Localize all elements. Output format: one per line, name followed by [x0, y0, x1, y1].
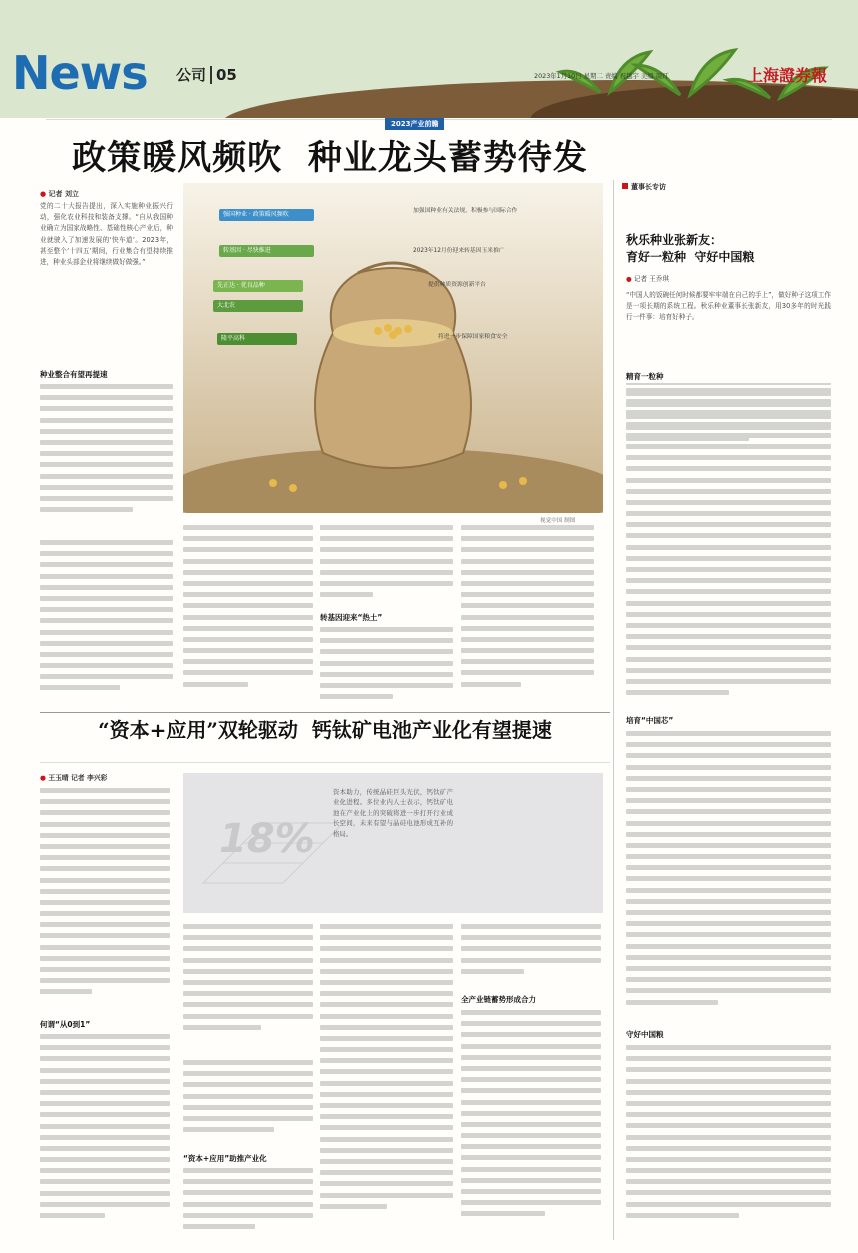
- article2-headline: “资本+应用”双轮驱动 钙钛矿电池产业化有望提速: [98, 718, 552, 742]
- article1-body-col1-lower: [40, 540, 173, 704]
- article1-byline-text: 记者 刘立: [48, 190, 79, 198]
- article2-body-col3: [320, 924, 453, 1240]
- section-name: 公司: [176, 66, 207, 84]
- article2-callout: 资本助力，传统晶硅巨头光伏，钙钛矿产业化进程。多位业内人士表示，钙钛矿电池在产业化上的突破将进一步打开行业成长空间，未来有望与晶硅电池形成互补的格局。: [333, 788, 453, 838]
- article1-subhead-1: 种业整合有望再提速: [40, 370, 108, 379]
- article2-subhead-2: “资本+应用”助推产业化: [183, 1154, 267, 1163]
- masthead-banner: [0, 0, 858, 118]
- kicker-text: 2023产业前瞻: [391, 120, 439, 128]
- column1-body-4: [626, 1045, 831, 1240]
- article1-body-col4: [461, 525, 594, 705]
- page-number: 05: [216, 66, 237, 84]
- section-word: News: [12, 46, 148, 100]
- info-label-9: 将进一步保障国家粮食安全: [438, 334, 508, 340]
- column-divider: [613, 180, 614, 1240]
- paper-logo: 上海證券報: [747, 66, 828, 85]
- article2-body-col2: [183, 924, 313, 1049]
- section-square-icon: [622, 183, 628, 189]
- info-label-4: 2023年12月份迎来转基因玉米推广: [413, 248, 505, 254]
- article1-subhead-2: 转基因迎来“热土”: [320, 613, 383, 622]
- article1-body-col2: [183, 525, 313, 705]
- article1-byline: [40, 189, 79, 199]
- column1-headline-1: 秋乐种业张新友：: [626, 233, 723, 247]
- article2-body-col4-top: [461, 924, 601, 992]
- article2-body-col1-bottom: [40, 1034, 170, 1239]
- big-number: 18%: [219, 816, 315, 862]
- column1-byline-text: 记者 王乔琪: [633, 275, 669, 283]
- article2-body-col2-c: [183, 1168, 313, 1240]
- article2-byline: [40, 773, 107, 783]
- article1-body-col3-top: [320, 525, 453, 605]
- article2-bottom-rule: [40, 762, 610, 763]
- info-label-5: 先正达 · 优良品种: [213, 280, 303, 292]
- column1-section-text: 董事长专访: [631, 183, 666, 191]
- article2-subhead-1: 何谓“从0到1”: [40, 1020, 91, 1029]
- info-label-7: 提供种质资源创新平台: [428, 282, 486, 288]
- column1-headline-2: 育好一粒种 守好中国粮: [626, 250, 755, 264]
- section-divider: [210, 66, 212, 84]
- article2-graphic: [183, 773, 603, 913]
- column1-subhead-2: 培育“中国芯”: [626, 716, 674, 725]
- seed-bag-illustration: [183, 183, 603, 513]
- info-label-8: 隆平高科: [217, 333, 297, 345]
- byline-dot-icon-2: ●: [626, 275, 632, 283]
- article1-body-col1: [40, 384, 173, 534]
- column1-body-3: [626, 731, 831, 1021]
- article1-kicker: [385, 118, 444, 130]
- info-label-1: 强国种业 · 政策暖风频吹: [219, 209, 314, 221]
- date-line: 2023年1月10日 星期二 责编 祝越宇 美编 周玎: [534, 72, 669, 80]
- column1-subhead-1: 精育一粒种: [626, 370, 831, 383]
- infographic: [183, 183, 603, 513]
- article1-lead: 党的二十大报告提出，深入实施种业振兴行动，强化农业科技和装备支撑。“自从我国种业确立为国家战略性、基础性核心产业后，种业就驶入了加速发展的‘快车道’。2023年，甚至整个‘十四五’期间，行业集合有望持续推进，种业头部企业将继续做好做强。”: [40, 202, 173, 267]
- article2-byline-text: 王玉晴 记者 李兴彩: [48, 774, 108, 782]
- article2-body-col1-top: [40, 788, 170, 1016]
- column1-lead: “中国人的饭碗任何时候都要牢牢端在自己的手上”，做好种子这项工作是一项长期的系统工程。秋乐种业董事长张新友，用30多年的时光践行一件事：培育好种子。: [626, 291, 831, 322]
- article2-top-rule: [40, 712, 610, 713]
- byline-dot-icon-3: ●: [40, 774, 46, 782]
- article2-body-col2-b: [183, 1060, 313, 1148]
- article1-body-col3-bottom: [320, 627, 453, 707]
- info-label-3: 转基因 · 尽快推进: [219, 245, 314, 257]
- info-label-6: 大北农: [213, 300, 303, 312]
- article2-body-col4-bottom: [461, 1010, 601, 1240]
- byline-dot-icon: ●: [40, 190, 47, 198]
- column1-body-2: [626, 388, 831, 706]
- info-label-2: 加强国种业有关法规，积极参与国际合作: [413, 208, 518, 214]
- column1-subhead-3: 守好中国粮: [626, 1030, 664, 1039]
- photo-credit: 视觉中国 制图: [540, 518, 576, 524]
- article2-subhead-3: 全产业链蓄势形成合力: [461, 995, 536, 1004]
- article1-headline: 政策暖风频吹 种业龙头蓄势待发: [72, 138, 588, 178]
- column1-section: [622, 182, 666, 192]
- column1-byline: [626, 274, 669, 284]
